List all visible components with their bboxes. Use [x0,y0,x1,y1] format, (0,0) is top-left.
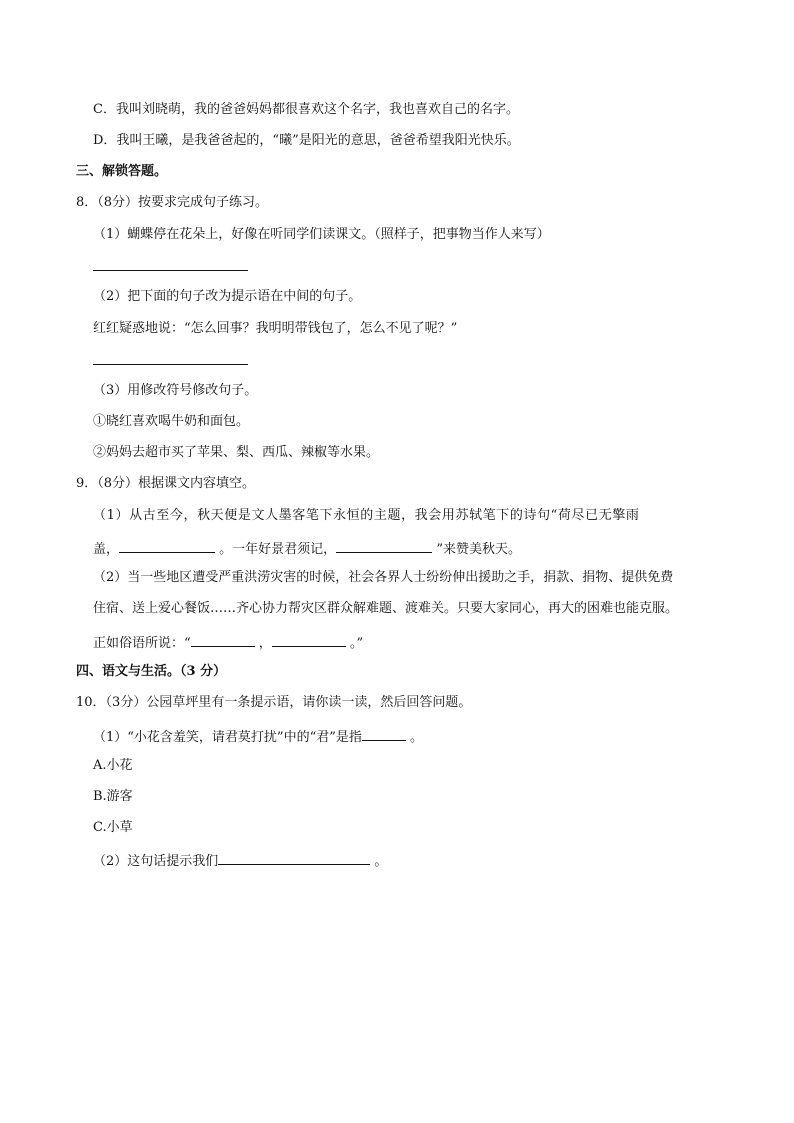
q9-p2-text-b: ， [258,636,272,651]
q9-part2-line2: 住宿、送上爱心餐饭……齐心协力帮灾区群众解难题、渡难关。只要大家同心，再大的困难也能克服。 [93,601,679,616]
q10-heading: 10．（3分）公园草坪里有一条提示语，请你读一读，然后回答问题。 [76,695,472,710]
q10-p2-text-a: （2）这句话提示我们 [93,854,219,869]
q8-sentence-1 [93,413,249,431]
q8-part3: （3）用修改符号修改句子。 [93,383,258,398]
circled-number-1: ① [93,414,107,429]
option-c: C．我叫刘晓萌，我的爸爸妈妈都很喜欢这个名字，我也喜欢自己的名字。 [93,102,519,117]
q9-p2-text-a: 正如俗语所说：“ [93,636,191,651]
q8-part2: （2）把下面的句子改为提示语在中间的句子。 [93,289,362,304]
q10-blank-2[interactable] [218,850,370,865]
q10-option-a: A.小花 [93,758,133,773]
q8-answer-line-1[interactable] [93,270,248,271]
q9-p1-text-a: 盖， [93,542,120,557]
q8-part2-sentence: 红红疑惑地说：“怎么回事？我明明带钱包了，怎么不见了呢？” [93,321,458,336]
q10-p1-text-b: 。 [410,730,424,745]
q8-sentence-2 [93,444,379,462]
q8-answer-line-2[interactable] [93,364,248,365]
q9-blank-3[interactable] [191,632,255,647]
q9-part2-line3 [93,632,363,653]
q9-p2-text-c: 。” [349,636,364,651]
section-4-title: 四、语文与生活。（3 分） [76,664,227,679]
q10-part2 [93,850,387,871]
sentence-2-text: 妈妈去超市买了苹果、梨、西瓜、辣椒等水果。 [106,445,380,460]
sentence-1-text: 晓红喜欢喝牛奶和面包。 [106,414,250,429]
q10-p1-text-a: （1）“小花含羞笑，请君莫打扰”中的“君”是指 [93,730,362,745]
q9-blank-1[interactable] [119,538,215,553]
q9-p1-text-c: ”来赞美秋天。 [436,542,521,557]
q9-p1-text-b: 。一年好景君须记， [219,542,337,557]
q9-part1-line2 [93,538,521,559]
section-3-title: 三、解锁答题。 [76,164,168,179]
q10-p2-text-b: 。 [374,854,388,869]
q10-blank-1[interactable] [362,726,406,741]
q10-option-c: C.小草 [93,820,133,835]
option-d: D．我叫王曦，是我爸爸起的，“曦”是阳光的意思，爸爸希望我阳光快乐。 [93,133,520,148]
q9-part1-line1: （1）从古至今，秋天便是文人墨客笔下永恒的主题，我会用苏轼笔下的诗句“荷尽已无擎雨 [93,508,640,523]
q9-part2-line1: （2）当一些地区遭受严重洪涝灾害的时候，社会各界人士纷纷伸出援助之手，捐款、捐物、提供免费 [93,570,674,585]
q9-heading: 9．（8分）根据课文内容填空。 [76,476,256,491]
q9-blank-2[interactable] [336,538,432,553]
q10-part1 [93,726,423,747]
circled-number-2: ② [93,445,107,460]
q8-heading: 8．（8分）按要求完成句子练习。 [76,195,269,210]
q8-part1: （1）蝴蝶停在花朵上，好像在听同学们读课文。（照样子，把事物当作人来写） [93,227,550,242]
q9-blank-4[interactable] [272,632,346,647]
q10-option-b: B.游客 [93,789,133,804]
